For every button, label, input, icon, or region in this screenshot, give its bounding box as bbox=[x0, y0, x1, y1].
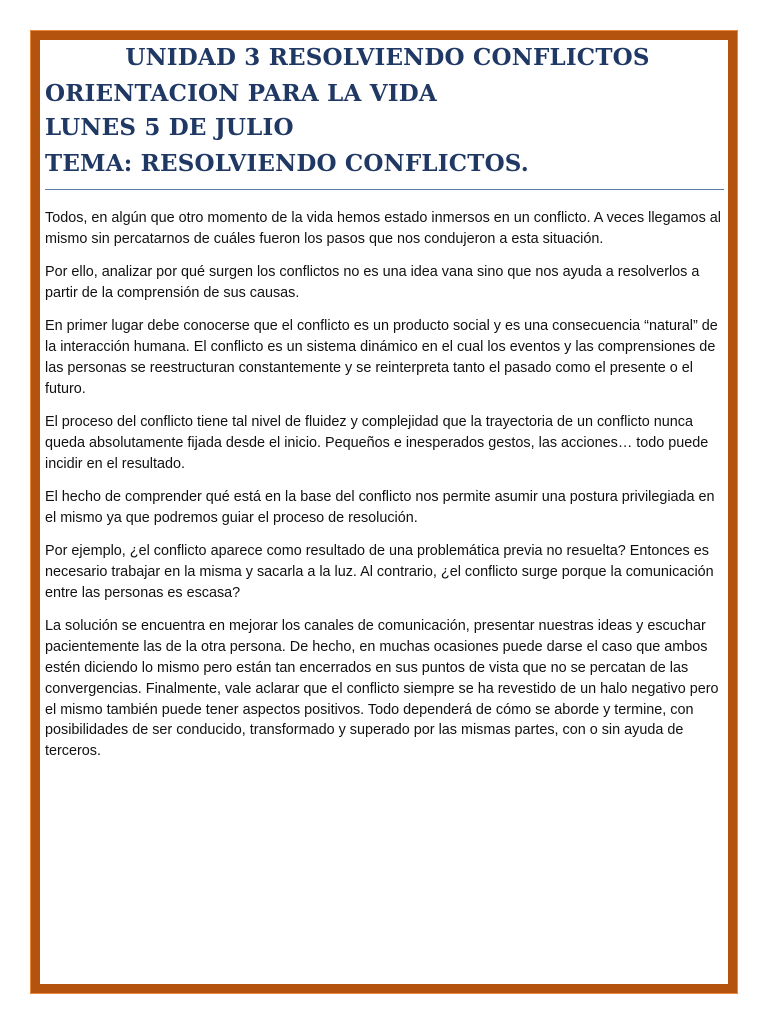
paragraph-5: El hecho de comprender qué está en la base del conflicto nos permite asumir una postura privilegiada en el mismo ya que podremos guiar el proceso de resolución. bbox=[45, 489, 715, 526]
unit-title: UNIDAD 3 RESOLVIENDO CONFLICTOS bbox=[125, 44, 650, 71]
course-title: ORIENTACION PARA LA VIDA bbox=[45, 80, 437, 107]
paragraph-7: La solución se encuentra en mejorar los canales de comunicación, presentar nuestras ideas y escuchar pacientemente las de la otra persona. De hecho, en muchas ocasiones puede darse el caso que ambos estén diciendo lo mismo pero están tan encerrados en sus puntos de vista que no se percatan de las convergencias. Finalmente, vale aclarar que el conflicto siempre se ha revestido de un halo negativo pero el mismo también puede tener aspectos positivos. Todo dependerá de cómo se aborde y termine, con posibilidades de ser conducido, transformado y superado por las mismas partes, con o sin ayuda de terceros. bbox=[45, 618, 719, 760]
paragraph-6: Por ejemplo, ¿el conflicto aparece como resultado de una problemática previa no resuelta? Entonces es necesario trabajar en la misma y sacarla a la luz. Al contrario, ¿el conflicto surge porque la comunicación entre las personas es escasa? bbox=[45, 543, 714, 601]
paragraph-1: Todos, en algún que otro momento de la vida hemos estado inmersos en un conflicto. A veces llegamos al mismo sin percatarnos de cuáles fueron los pasos que nos condujeron a esta situación. bbox=[45, 210, 721, 247]
paragraph-3: En primer lugar debe conocerse que el conflicto es un producto social y es una consecuencia “natural” de la interacción humana. El conflicto es un sistema dinámico en el cual los eventos y las comprensiones de las personas se reestructuran constantemente y se reinterpreta tanto el pasado como el presente o el futuro. bbox=[45, 318, 718, 397]
paragraph-2: Por ello, analizar por qué surgen los conflictos no es una idea vana sino que nos ayuda a resolverlos a partir de la comprensión de sus causas. bbox=[45, 264, 700, 301]
date-line: LUNES 5 DE JULIO bbox=[45, 114, 294, 141]
paragraph-4: El proceso del conflicto tiene tal nivel de fluidez y complejidad que la trayectoria de un conflicto nunca queda absolutamente fijada desde el inicio. Pequeños e inesperados gestos, las acciones… todo puede incidir en el resultado. bbox=[45, 414, 709, 472]
document-body bbox=[45, 208, 722, 762]
document-header bbox=[45, 41, 722, 185]
page-border bbox=[31, 31, 737, 993]
document-content bbox=[45, 41, 722, 774]
header-divider bbox=[45, 189, 724, 190]
topic-line: TEMA: RESOLVIENDO CONFLICTOS. bbox=[45, 150, 530, 177]
